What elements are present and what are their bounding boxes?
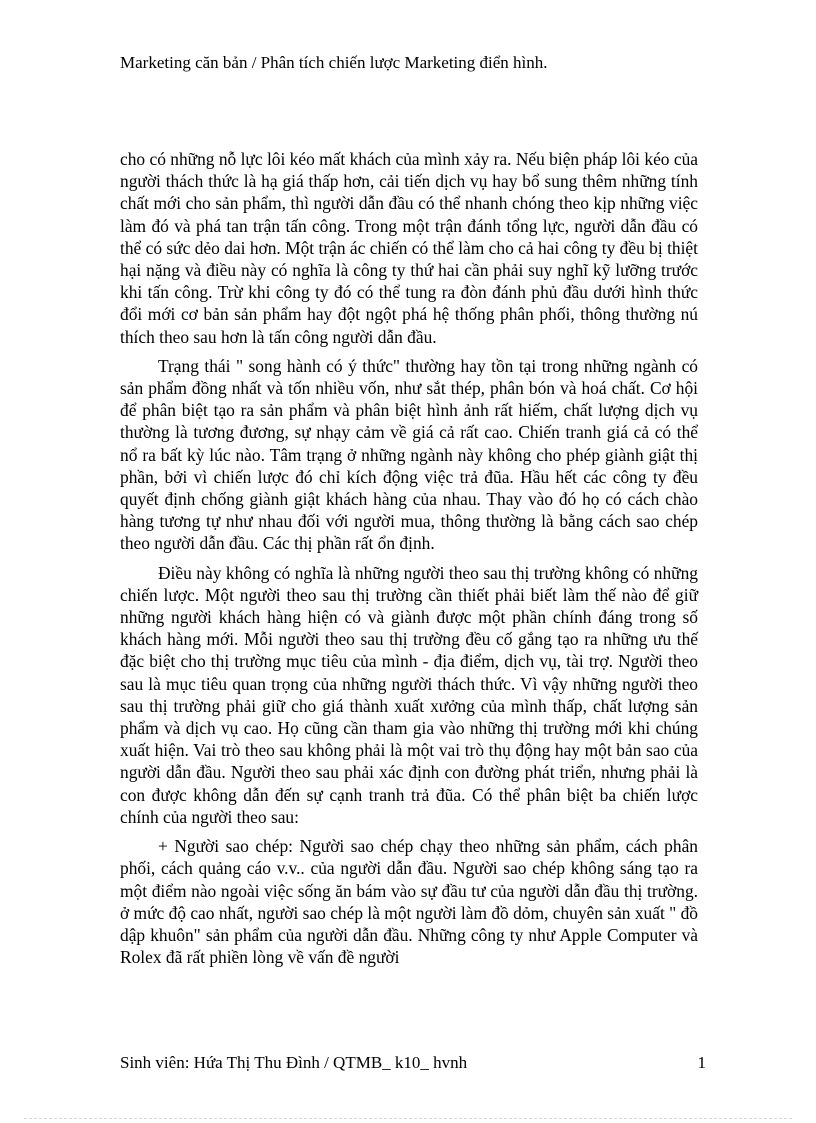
paragraph-continuation: cho có những nỗ lực lôi kéo mất khách của mình xảy ra. Nếu biện pháp lôi kéo của người thách thức là hạ giá thấp hơn, cải tiến dịch vụ hay bổ sung thêm những tính chất mới cho sản phẩm, thì người dẫn đầu có thể nhanh chóng theo kịp những việc làm đó và phá tan trận tấn công. Trong một trận đánh tổng lực, người dẫn đầu có thể có sức dẻo dai hơn. Một trận ác chiến có thể làm cho cả hai công ty đều bị thiệt hại nặng và điều này có nghĩa là công ty thứ hai cần phải suy nghĩ kỹ lưỡng trước khi tấn công. Trừ khi công ty đó có thể tung ra đòn đánh phủ đầu dưới hình thức đổi mới cơ bản sản phẩm hay đột ngột phá hệ thống phân phối, thông thường nú thích theo sau hơn là tấn công người dẫn đầu. (120, 149, 698, 347)
paragraph-follower-strategies: Điều này không có nghĩa là những người theo sau thị trường không có những chiến lược. Một người theo sau thị trường cần thiết phải biết làm thế nào để giữ những người khách hàng hiện có và giành được một phần chính đáng trong số khách hàng mới. Mỗi người theo sau thị trường đều cố gắng tạo ra những ưu thế đặc biệt cho thị trường mục tiêu của mình - địa điểm, dịch vụ, tài trợ. Người theo sau là mục tiêu quan trọng của những người thách thức. Vì vậy những người theo sau thị trường phải giữ cho giá thành xuất xưởng của mình thấp, chất lượng sản phẩm và dịch vụ cao. Họ cũng cần tham gia vào những thị trường mới khi chúng xuất hiện. Vai trò theo sau không phải là một vai trò thụ động hay một bản sao của người dẫn đầu. Người theo sau phải xác định con đường phát triển, nhưng phải là con được không dẫn đến sự cạnh tranh trả đũa. Có thể phân biệt ba chiến lược chính của người theo sau: (120, 562, 698, 827)
page-header: Marketing căn bản / Phân tích chiến lược Marketing điển hình. (120, 53, 548, 72)
paragraph-parallel-state: Trạng thái " song hành có ý thức" thường hay tồn tại trong những ngành có sản phẩm đồng nhất và tốn nhiều vốn, như sắt thép, phân bón và hoá chất. Cơ hội để phân biệt tạo ra sản phẩm và phân biệt hình ảnh rất hiếm, chất lượng dịch vụ thường là tương đương, sự nhạy cảm về giá cả rất cao. Chiến tranh giá cả có thể nổ ra bất kỳ lúc nào. Tâm trạng ở những ngành này không cho phép giành giật thị phần, bởi vì chiến lược đó chỉ kích động việc trả đũa. Hầu hết các công ty đều quyết định chống giành giật khách hàng của nhau. Thay vào đó họ có cách chào hàng tương tự như nhau đối với người mua, thông thường là bằng cách sao chép theo người dẫn đầu. Các thị phần rất ổn định. (120, 355, 698, 554)
page-number: 1 (697, 1053, 706, 1072)
document-body (120, 148, 698, 975)
footer-student-info: Sinh viên: Hứa Thị Thu Đình / QTMB_ k10_ hvnh (120, 1053, 468, 1072)
page-bottom-edge (24, 1118, 792, 1119)
paragraph-copier: + Người sao chép: Người sao chép chạy theo những sản phẩm, cách phân phối, cách quảng cáo v.v.. của người dẫn đầu. Người sao chép không sáng tạo ra một điểm nào ngoài việc sống ăn bám vào sự đầu tư của người dẫn đầu thị trường. ở mức độ cao nhất, người sao chép là một người làm đồ dỏm, chuyên sản xuất " đồ dập khuôn" sản phẩm của người dẫn đầu. Những công ty như Apple Computer và Rolex đã rất phiền lòng về vấn đề người (120, 836, 698, 968)
